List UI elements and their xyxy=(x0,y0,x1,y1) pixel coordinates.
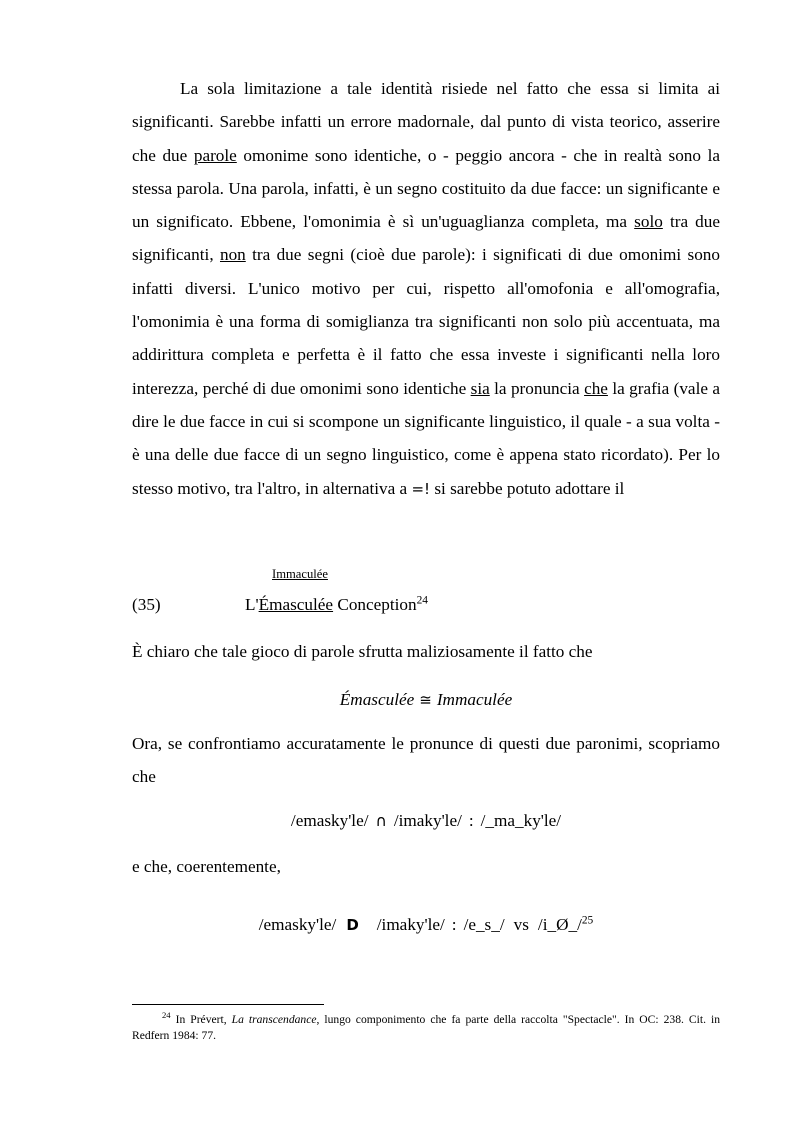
sentence-1: È chiaro che tale gioco di parole sfrutta maliziosamente il fatto che xyxy=(132,642,593,661)
sentence-1-block xyxy=(132,635,720,668)
formula-similarity-right: Immaculée xyxy=(436,690,513,709)
formula-difference-contrast: vs xyxy=(513,915,529,934)
formula-difference-right: /imaky'le/ xyxy=(376,915,445,934)
formula-intersection xyxy=(132,806,720,836)
formula-intersection-result: /_ma_ky'le/ xyxy=(480,811,562,830)
example-35-block xyxy=(132,566,720,620)
congruence-symbol: ≅ xyxy=(419,691,432,709)
body-paragraph-block xyxy=(132,72,720,506)
intersection-symbol: ∩ xyxy=(375,812,387,830)
paragraph-1-segment-8: la pronuncia xyxy=(489,378,585,398)
not-equal-symbol-glyph: =! xyxy=(411,479,431,498)
paragraph-1 xyxy=(132,72,720,506)
example-35-gloss-above: Immaculée xyxy=(272,567,328,581)
example-35-footnote-marker: 24 xyxy=(416,594,428,607)
footnote-part-1: In Prévert, xyxy=(170,1013,232,1026)
formula-intersection-left: /emasky'le/ xyxy=(290,811,369,830)
example-35-text-suffix: Conception xyxy=(333,595,417,614)
paragraph-1-segment-5: non xyxy=(219,245,246,265)
formula-intersection-right: /imaky'le/ xyxy=(393,811,462,830)
paragraph-1-segment-12: si sarebbe potuto adottare il xyxy=(430,478,625,498)
paragraph-1-segment-1: parole xyxy=(193,145,237,165)
paragraph-1-segment-10: la grafia (vale a dire le due facce in cui si scompone un significante linguistico, il quale - a sua volta - è una delle due facce di un segno linguistico, come è appena stato ricordato). Per lo stesso motivo, tra l'altro, in alternativa a xyxy=(132,378,720,498)
formula-intersection-separator: : xyxy=(468,811,474,830)
paragraph-1-segment-4: tra due significanti, xyxy=(132,212,720,265)
paragraph-1-segment-3: solo xyxy=(634,212,663,232)
formula-similarity xyxy=(132,686,720,714)
paragraph-1-segment-7: sia xyxy=(470,378,490,398)
formula-difference-footnote-marker: 25 xyxy=(581,914,594,927)
sentence-3-block xyxy=(132,850,720,883)
footnote-separator-rule xyxy=(132,1004,324,1005)
document-page xyxy=(132,0,720,1123)
formula-difference-left: /emasky'le/ xyxy=(258,915,337,934)
formula-difference-result-left: /e_s_/ xyxy=(463,915,505,934)
footnote-title: La transcendance xyxy=(231,1013,317,1026)
formula-difference-separator: : xyxy=(451,915,457,934)
example-35-text-underlined: Émasculée xyxy=(258,595,334,614)
example-35-text-prefix: L' xyxy=(245,595,259,614)
paragraph-1-segment-2: omonime sono identiche, o - peggio ancora - che in realtà sono la stessa parola. Una parola, infatti, è un segno costituito da due facce: un significante e un significato. Ebbene, l'omonimia è sì un'uguaglianza completa, ma xyxy=(132,145,720,232)
example-35-text xyxy=(245,590,428,620)
example-35-gloss-row xyxy=(132,566,720,590)
paragraph-1-segment-6: tra due segni (cioè due parole): i significati di due omonimi sono infatti diversi. L'unico motivo per cui, rispetto all'omofonia e all'omografia, l'omonimia è una forma di somiglianza tra significanti non solo più accentuata, ma addirittura completa e perfetta è il fatto che essa investe i significanti nella loro interezza, perché di due omonimi sono identiche xyxy=(132,245,720,398)
footnote-part-2: , lungo componimento che fa parte della raccolta "Spectacle". In OC: 238. Cit. in Redfern 1984: 77. xyxy=(132,1013,720,1042)
formula-difference xyxy=(132,910,720,940)
example-35-line xyxy=(132,590,720,620)
formula-similarity-left: Émasculée xyxy=(339,690,415,709)
difference-symbol: D xyxy=(346,916,359,934)
footnote-24 xyxy=(132,1012,720,1043)
formula-difference-result-right: /i_Ø_/ xyxy=(537,915,582,934)
footnote-marker: 24 xyxy=(162,1010,171,1021)
sentence-3: e che, coerentemente, xyxy=(132,857,281,876)
sentence-2: Ora, se confrontiamo accuratamente le pronunce di questi due paronimi, scopriamo che xyxy=(132,734,720,787)
paragraph-1-segment-9: che xyxy=(584,378,608,398)
example-35-number: (35) xyxy=(132,595,161,614)
paragraph-1-segment-0: La sola limitazione a tale identità risiede nel fatto che essa si limita ai significanti. Sarebbe infatti un errore madornale, dal punto di vista teorico, asserire che due xyxy=(132,79,720,165)
